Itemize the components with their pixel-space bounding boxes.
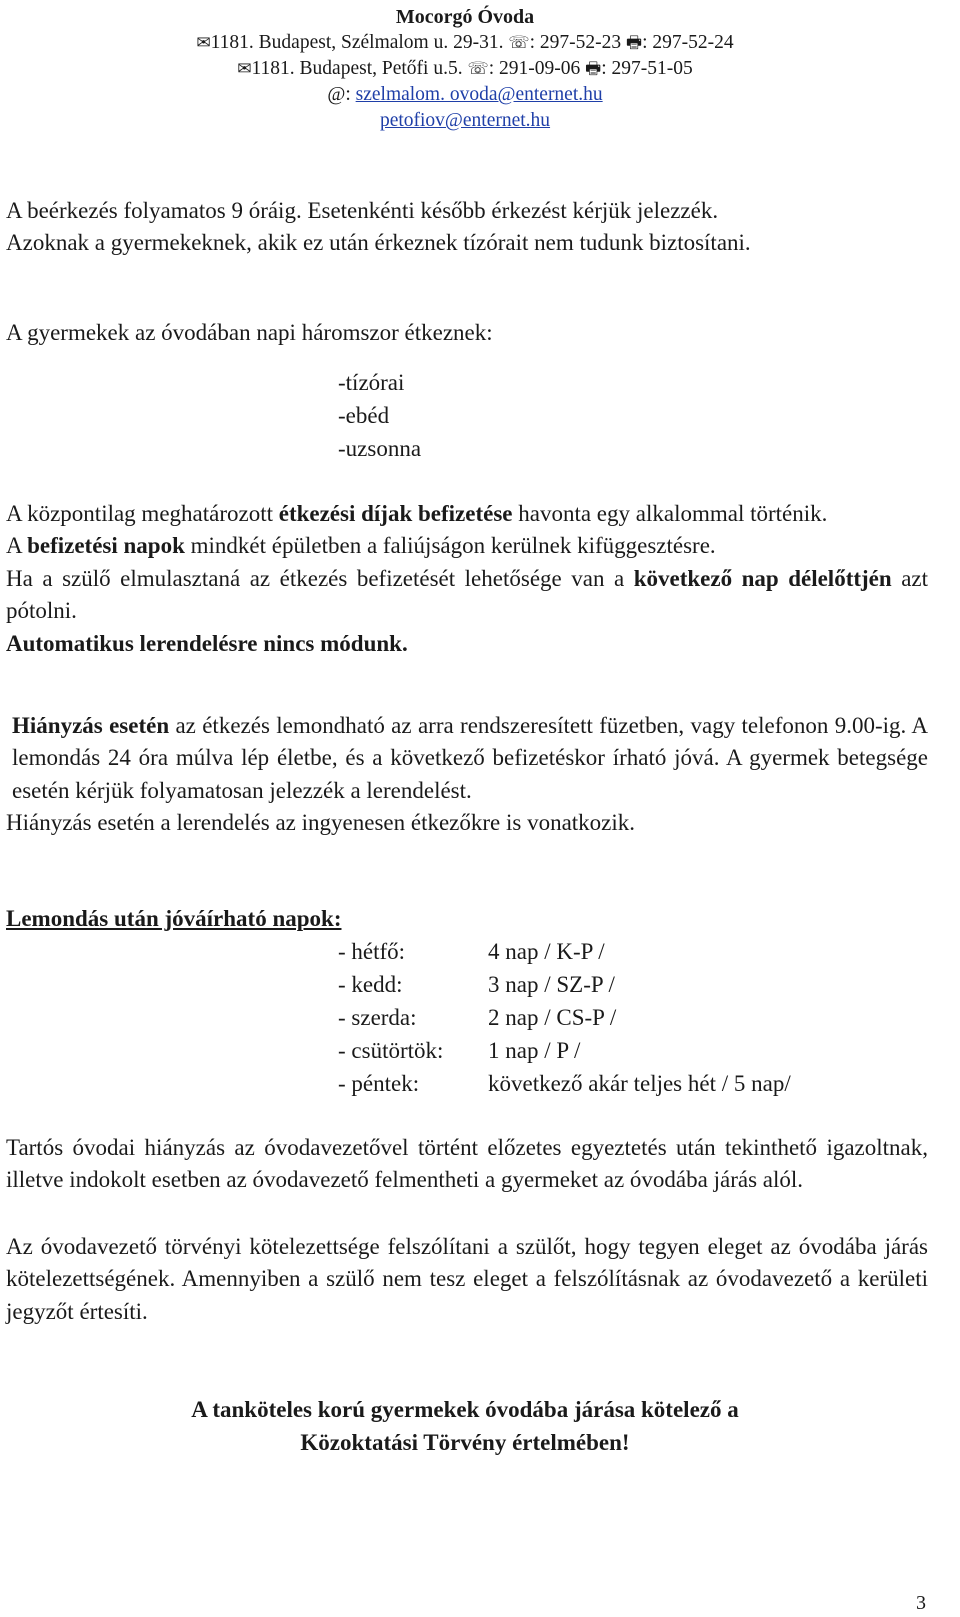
letterhead (0, 4, 930, 134)
page-number: 3 (916, 1592, 926, 1614)
list-item: - péntek: következő akár teljes hét / 5 nap/ (338, 1071, 791, 1096)
obligation-paragraph: Az óvodavezető törvényi kötelezettsége felszólítani a szülőt, hogy tegyen eleget az óvodába járás kötelezettségének. Amennyiben a szülő nem tesz eleget a felszólításnak az óvodavezető a kerületi jegyzőt értesíti. (6, 1234, 928, 1324)
meals-intro: A gyermekek az óvodában napi háromszor étkeznek: (6, 320, 493, 345)
phone-icon: ☏ (467, 59, 489, 79)
arrival-paragraph: A beérkezés folyamatos 9 óráig. Esetenkénti később érkezést kérjük jelezzék. Azoknak a gyermekeknek, akik ez után érkeznek tízórait nem tudunk biztosítani. (6, 198, 751, 256)
phone-icon: ☏ (508, 33, 530, 53)
meal-item: -ebéd (338, 403, 390, 428)
no-auto-cancel-note: Automatikus lerendelésre nincs módunk. (6, 630, 408, 656)
final-notice: A tanköteles korú gyermekek óvodába járása kötelező a Közoktatási Törvény értelmében! (191, 1397, 739, 1455)
meal-item: -tízórai (338, 370, 405, 395)
email-line-2 (0, 108, 930, 134)
fax-icon: 🖶 (626, 33, 643, 53)
list-item: - hétfő: 4 nap / K-P / (338, 939, 605, 964)
email-link-petofi[interactable]: petofiov@enternet.hu (379, 110, 551, 131)
address-line-1: ✉1181. Budapest, Szélmalom u. 29-31. ☏: 297-52-23 🖶: 297-52-24 (196, 32, 734, 53)
email-line: @: szelmalom. ovoda@enternet.hu (327, 84, 603, 105)
credit-days-heading: Lemondás után jóváírható napok: (6, 906, 342, 931)
long-absence-paragraph: Tartós óvodai hiányzás az óvodavezetővel történt előzetes egyeztetés után tekinthető igazoltnak, illetve indokolt esetben az óvodavezető felmentheti a gyermeket az óvodába járás alól. (6, 1135, 928, 1193)
meal-list (338, 366, 421, 465)
list-item: - csütörtök: 1 nap / P / (338, 1038, 581, 1063)
meal-item: -uzsonna (338, 436, 422, 461)
fax-icon: 🖶 (585, 59, 602, 79)
fees-paragraph: A központilag meghatározott étkezési díjak befizetése havonta egy alkalommal történik. A befizetési napok mindkét épületben a faliújságon kerülnek kifüggesztésre. Ha a szülő elmulasztaná az étkezés befizetését lehetősége van a következő nap délelőttjén azt pótolni. Automatikus lerendelésre nincs módunk. (6, 498, 928, 660)
envelope-icon: ✉ (237, 59, 252, 79)
kindergarten-name: Mocorgó Óvoda (395, 6, 535, 28)
address-line-2: ✉1181. Budapest, Petőfi u.5. ☏: 291-09-06 🖶: 297-51-05 (237, 58, 693, 79)
email-link-szelmalom[interactable]: szelmalom. ovoda@enternet.hu (355, 84, 603, 105)
list-item: - szerda: 2 nap / CS-P / (338, 1005, 617, 1030)
list-item: - kedd: 3 nap / SZ-P / (338, 972, 615, 997)
envelope-icon: ✉ (196, 33, 211, 53)
credit-days-list (338, 935, 791, 1100)
absence-paragraph: Hiányzás esetén az étkezés lemondható az arra rendszeresített füzetben, vagy telefonon 9.00-ig. A lemondás 24 óra múlva lép életbe, és a következő befizetéskor írható jóvá. A gyermek betegsége esetén kérjük folyamatosan jelezzék a lerendelést. Hiányzás esetén a lerendelés az ingyenesen étkezőkre is vonatkozik. (6, 713, 928, 836)
